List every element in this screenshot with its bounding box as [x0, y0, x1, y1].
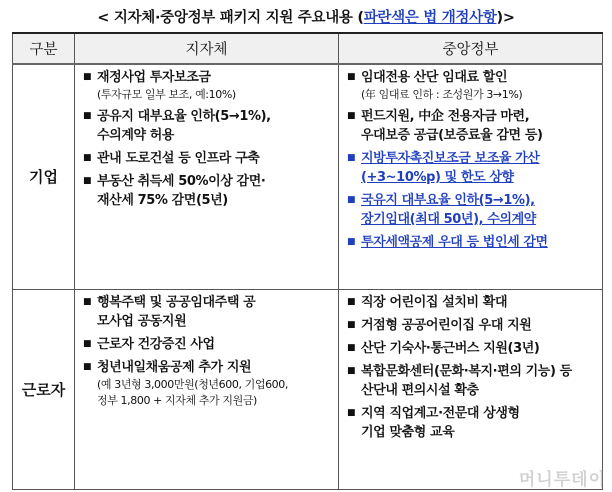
bullet-item	[347, 339, 598, 358]
bullet-line: ■ 청년내일채움공제 추가 지원	[97, 359, 252, 375]
header-row	[13, 33, 603, 64]
bullet-item	[347, 191, 598, 229]
bullet-line: ■ 공유지 대부요율 인하(5→1%),	[97, 109, 271, 124]
worker-central-cell	[339, 289, 603, 489]
category-company: 기업	[13, 64, 75, 289]
bullet-sub-note: (年 임대료 인하 : 조성원가 3→1%)	[361, 88, 523, 101]
bullet-item	[83, 293, 334, 331]
company-local-cell	[75, 64, 339, 289]
bullet-item	[347, 149, 598, 187]
title-highlight: 파란색은 법 개정사항	[363, 10, 497, 26]
worker-local-cell	[75, 289, 339, 489]
bullet-line: 수의계약 허용	[97, 128, 175, 143]
bullet-line: ■ 투자세액공제 우대 등 법인세 감면	[361, 235, 548, 250]
bullet-item	[347, 68, 598, 103]
bullet-line: 기업 맞춤형 교육	[361, 424, 455, 440]
bullet-line: ■ 국유지 대부요율 인하(5→1%),	[361, 193, 535, 208]
header-central: 중앙정부	[339, 33, 603, 64]
bullet-sub-note: 정부 1,800 + 지자체 추가 지원금)	[97, 393, 257, 407]
bullet-item	[83, 358, 334, 409]
bullet-sub-note: (투자규모 일부 보조, 예:10%)	[97, 88, 236, 101]
header-category: 구분	[13, 33, 75, 64]
bullet-line: ■ 지방투자촉진보조금 보조율 가산	[361, 151, 540, 166]
bullet-line: ■ 관내 도로건설 등 인프라 구축	[97, 151, 260, 166]
page-title: < 지자체·중앙정부 패키지 지원 주요내용 (파란색은 법 개정사항)>	[97, 10, 515, 26]
bullet-line: ■ 임대전용 산단 임대료 할인	[361, 70, 508, 85]
bullet-line: 모사업 공동지원	[97, 313, 187, 329]
row-company	[13, 64, 603, 289]
bullet-line: ■ 산단 기숙사·통근버스 지원(3년)	[361, 340, 540, 356]
header-local: 지자체	[75, 33, 339, 64]
bullet-line: ■ 근로자 건강증진 사업	[97, 336, 215, 352]
bullet-line: ■ 직장 어린이집 설치비 확대	[361, 294, 508, 310]
bullet-line: 산단내 편의시설 확충	[361, 382, 479, 398]
bullet-line: 재산세 75% 감면(5년)	[97, 193, 228, 208]
bullet-item	[83, 107, 334, 145]
bullet-item	[83, 172, 334, 210]
bullet-line: ■ 거점형 공공어린이집 우대 지원	[361, 317, 532, 333]
bullet-item	[83, 149, 334, 168]
bullet-item	[347, 107, 598, 145]
bullet-line: ■ 펀드지원, 中企 전용자금 마련,	[361, 109, 530, 124]
bullet-line: ■ 재정사업 투자보조금	[97, 70, 211, 85]
watermark: 머니투데이	[518, 470, 606, 490]
bullet-item	[83, 335, 334, 354]
bullet-sub-note: (예 3년형 3,000만원(청년600, 기업600,	[97, 377, 288, 391]
category-worker: 근로자	[13, 289, 75, 489]
bullet-line: 우대보증 공급(보증료율 감면 등)	[361, 128, 543, 143]
bullet-item	[347, 404, 598, 442]
support-table	[12, 32, 603, 490]
bullet-item	[347, 362, 598, 400]
bullet-item	[347, 293, 598, 312]
bullet-line: ■ 복합문화센터(문화·복지·편의 기능) 등	[361, 363, 572, 379]
company-central-cell	[339, 64, 603, 289]
bullet-line: 장기임대(최대 50년), 수의계약	[361, 212, 536, 227]
bullet-line: ■ 지역 직업계고·전문대 상생형	[361, 405, 520, 421]
bullet-line: ■ 부동산 취득세 50%이상 감면·	[97, 174, 266, 189]
bullet-line: ■ 행복주택 및 공공임대주택 공	[97, 294, 256, 310]
bullet-item	[347, 233, 598, 252]
bullet-line: (+3~10%p) 및 한도 상향	[361, 170, 514, 185]
bullet-item	[347, 316, 598, 335]
bullet-item	[83, 68, 334, 103]
row-worker	[13, 289, 603, 489]
